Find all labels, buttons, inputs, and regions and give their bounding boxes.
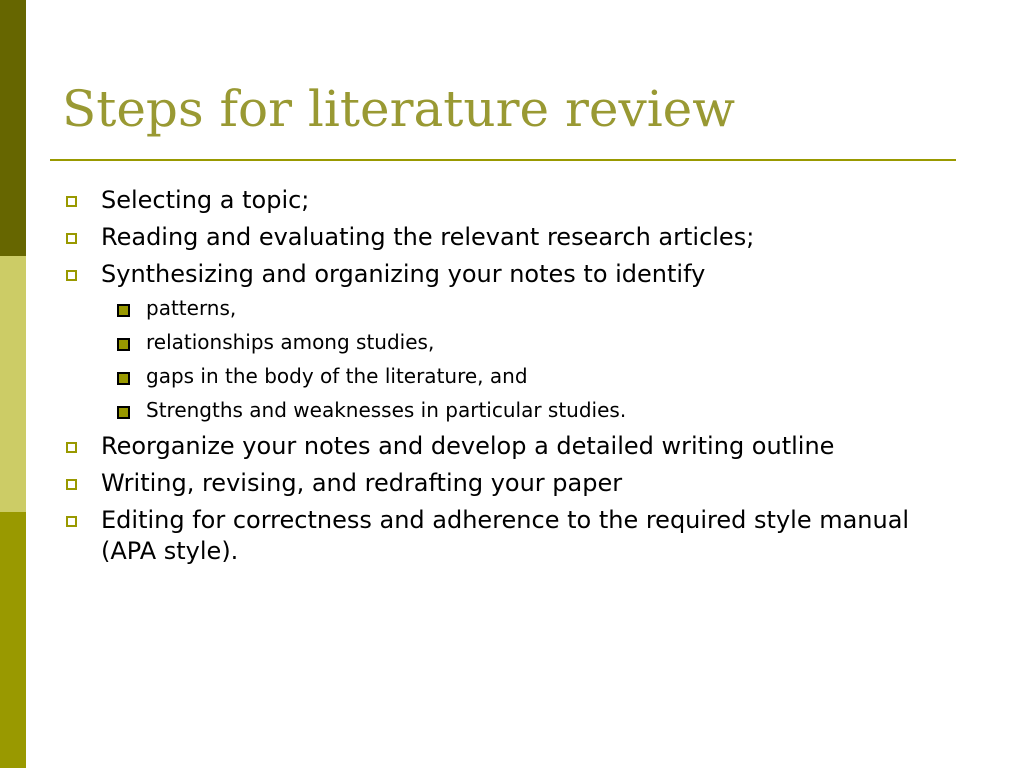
hollow-square-bullet-icon (66, 196, 77, 207)
filled-square-bullet-icon (117, 338, 130, 351)
side-accent-bar-bottom (0, 512, 26, 768)
title-underline (50, 159, 956, 161)
side-accent-bar-middle (0, 256, 26, 512)
sub-bullet-text: patterns, (146, 296, 237, 320)
hollow-square-bullet-icon (66, 479, 77, 490)
hollow-square-bullet-icon (66, 442, 77, 453)
sub-bullet-text: gaps in the body of the literature, and (146, 364, 528, 388)
sub-bullet-item (101, 397, 962, 423)
sub-bullet-item (101, 329, 962, 355)
hollow-square-bullet-icon (66, 233, 77, 244)
hollow-square-bullet-icon (66, 270, 77, 281)
filled-square-bullet-icon (117, 304, 130, 317)
bullet-item (62, 468, 962, 499)
side-accent-bar-top (0, 0, 26, 256)
bullet-text: Editing for correctness and adherence to the required style manual (APA style). (101, 506, 910, 565)
sub-bullet-text: relationships among studies, (146, 330, 435, 354)
bullet-text: Reading and evaluating the relevant research articles; (101, 223, 755, 251)
bullet-item (62, 222, 962, 253)
bullet-text: Selecting a topic; (101, 186, 310, 214)
sub-bullet-list (101, 295, 962, 423)
slide-title: Steps for literature review (62, 80, 736, 138)
bullet-text: Writing, revising, and redrafting your paper (101, 469, 623, 497)
filled-square-bullet-icon (117, 372, 130, 385)
bullet-item (62, 259, 962, 423)
sub-bullet-item (101, 295, 962, 321)
bullet-list (62, 185, 962, 573)
bullet-text: Reorganize your notes and develop a detailed writing outline (101, 432, 835, 460)
bullet-item (62, 505, 962, 567)
bullet-item (62, 431, 962, 462)
sub-bullet-item (101, 363, 962, 389)
sub-bullet-text: Strengths and weaknesses in particular studies. (146, 398, 627, 422)
filled-square-bullet-icon (117, 406, 130, 419)
bullet-item (62, 185, 962, 216)
hollow-square-bullet-icon (66, 516, 77, 527)
bullet-text: Synthesizing and organizing your notes to identify (101, 260, 706, 288)
